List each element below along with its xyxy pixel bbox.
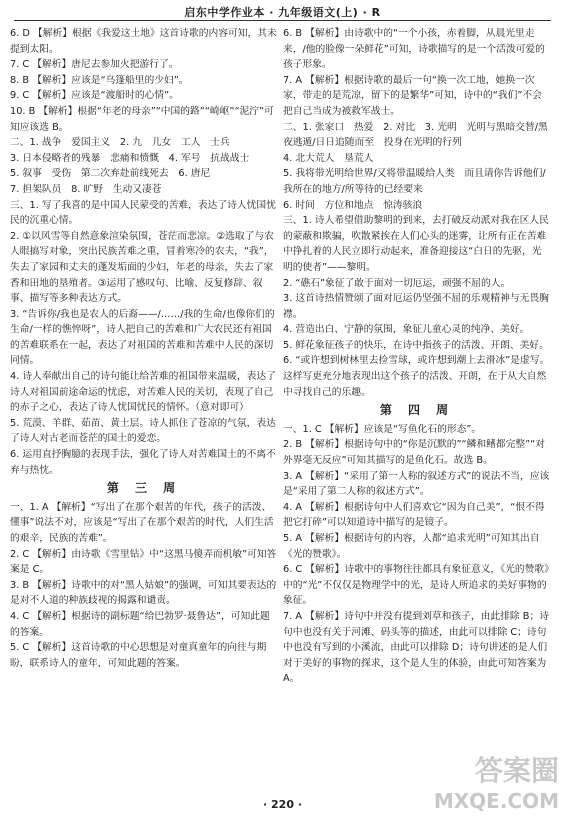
answer-item: 5. 鲜花象征孩子的快乐，在诗中指孩子的活泼、开朗、美好。 [283, 339, 549, 351]
answer-item: 7. A 【解析】根据诗歌的最后一句“换一次工地，她换一次家，带走的是荒凉，留下的是繁华”可知，诗中的“我们”不会把自己当成为被救军战士。 [283, 74, 542, 117]
answer-item: 三、1. 诗人希望借助黎明的到来，去打破反动派对我在区人民的蒙蔽和欺骗，吹散紧挨在人们心头的迷雾，让所有正在苦难中挣扎着的人民立即行动起来，准备迎接这“白日的先驱，光明的使者”——黎明。 [283, 215, 549, 273]
answer-item: 4. 诗人奉献出自己的诗句能让给苦难的祖国带来温暖，表达了诗人对祖国前途命运的忧虑，对苦难人民的关切，表现了自己的赤子之心，表达了诗人忧国忧民的情怀。（意对即可） [10, 371, 276, 414]
answer-item: 6. 时间 方位和地点 惊涛骇浪 [283, 199, 423, 211]
answer-item: 5. C 【解析】这首诗歌的中心思想是对童真童年的向往与期盼，联系诗人的童年，可知此题的答案。 [10, 642, 267, 669]
page-number: · 220 · [263, 798, 302, 811]
answer-item: 6. 运用直抒胸臆的表现手法，强化了诗人对苦难国土的不离不弃与热忱。 [10, 449, 276, 476]
answer-item: 7. C 【解析】唐尼去参加火把游行了。 [10, 59, 179, 71]
right-column [283, 26, 551, 687]
left-column [10, 26, 278, 671]
answer-item: 4. C 【解析】根据诗的副标题“给巴勃罗·聂鲁达”，可知此题的答案。 [10, 610, 270, 638]
answer-item: 3. “告诉你/我也是农人的后裔——/……/我的生命/也像你们的生命/一样的憔悴呀”，诗人把自己的苦难和广大农民还有祖国的苦难联系在一起，表达了对祖国的苦难和苦难中人民的深切同情。 [10, 308, 275, 367]
answer-item: 3. A 【解析】“采用了第一人称的叙述方式”的说法不当，应该是“采用了第二人称的叙述方式”。 [283, 470, 550, 498]
answer-item: 二、1. 张家口 热爱 2. 对比 3. 光明 光明与黑暗交替/黑夜逃遁/日日追随而至 投身在光明的行列 [283, 121, 548, 149]
answer-item: 6. B 【解析】由诗歌中的“一个小孩，赤着脚，从晨光里走来，/他的脸像一朵鲜花”可知，诗歌描写的是一个活泼可爱的孩子形象。 [283, 28, 545, 71]
header-title: 启东中学作业本 · 九年级语文(上) · R [184, 6, 381, 19]
answer-item: 9. C 【解析】应该是“渡船时的心情”。 [10, 90, 179, 102]
answer-item: 6. D 【解析】根据《我爱这土地》这首诗歌的内容可知，其未提到太阳。 [10, 28, 277, 55]
watermark-line-1: 答案圈 [474, 754, 559, 787]
answer-item: 5. 叙事 受伤 第二次弃赴前线死去 6. 唐尼 [10, 168, 211, 180]
answer-item: 一、1. A 【解析】“写出了在那个艰苦的年代，孩子的活泼、懂事”说法不对，应该是“写出了在那个艰苦的时代，人们生活的艰辛，民族的苦难”。 [10, 501, 274, 544]
answer-item: 8. B 【解析】应该是“乌篷船里的少妇”。 [10, 74, 189, 86]
answer-item: 6. “或许想到树林里去捡雪球，或许想到潮上去滑冰”是虚写。这样写更充分地表现出这个孩子的活泼、开朗，在于从大自然中寻找自己的乐趣。 [283, 355, 550, 398]
answer-item: 5. 荒漠、羊群、茹苗、黄土层。诗人抓住了苍凉的气氛，表达了诗人对古老而苍茫的国土的爱恋。 [10, 417, 276, 445]
answer-item: 2. “礁石”象征了敢于面对一切厄运，顽强不屈的人。 [283, 277, 511, 289]
watermark-line-2: MXQE.COM [433, 789, 559, 813]
running-header [0, 0, 565, 22]
answer-item: 二、1. 战争 爱国主义 2. 九 儿女 工人 士兵 [10, 137, 230, 149]
answer-item: 3. 日本侵略者的残暴 悲痛和愤慨 4. 军号 抗战战士 [10, 152, 250, 164]
answer-item: 5. A 【解析】根据诗句的内容，人都“追求光明”可知其出自《光的赞歌》。 [283, 533, 540, 560]
watermark-logo [409, 756, 559, 820]
week-heading: 第 四 周 [379, 403, 455, 418]
answer-item: 7. A 【解析】诗句中并没有提到刘草和孩子，由此排除 B；诗句中也没有关于河滩、码头等的描述，由此可以排除 C；诗句中也没有写到的小溪流，由此可以排除 D；诗句讲述的是人们对于美好的事物的探求，这个是人生的体验，由此可知答案为 A。 [283, 610, 549, 685]
answer-item: 2. C 【解析】由诗歌《雪里钻》中“这黑马傻弄而机敏”可知答案是 C。 [10, 548, 277, 576]
answer-item: 4. A 【解析】根据诗句中人们喜欢它“因为自己美”，“恨不得把它打碎”可以知道诗中描写的是镜子。 [283, 501, 545, 529]
answer-item: 3. B 【解析】诗歌中的对“黑人姑娘”的强调，可知其要表达的是对不人道的种族歧视的揭露和谴责。 [10, 579, 277, 607]
answer-item: 2. B 【解析】根据诗句中的“你是沉默的”“鳞和鳍都完整”“对外界毫无反应”可知其描写的是鱼化石。故选 B。 [283, 439, 545, 467]
answer-item: 三、1. 写了我喜的是中国人民蒙受的苦难，表达了诗人忧国忧民的沉重心情。 [10, 199, 276, 227]
answer-item: 10. B 【解析】根据“年老的母亲”“中国的路”“崎岖”“泥泞”可知应该选 B。 [10, 105, 274, 133]
answer-item: 4. 营造出白、宁静的氛围，象征儿童心灵的纯净、美好。 [283, 324, 530, 336]
answer-item: 6. C 【解析】诗歌中的事物往往都具有象征意义，《光的赞歌》中的“光”不仅仅是物理学中的光，是诗人所追求的美好事物的象征。 [283, 564, 550, 607]
answer-item: 4. 北大荒人 垦荒人 [283, 152, 374, 164]
answer-item: 3. 这首诗热情赞颂了面对厄运仍坚强不屈的乐观精神与无畏胸襟。 [283, 293, 549, 320]
answer-item: 一、1. C 【解析】应该是“写鱼化石的形态”。 [283, 423, 482, 435]
answer-item: 5. 我将带光明给世界/又将带温暖给人类 而且请你告诉他们/我所在的地方/所等待的已经要来 [283, 168, 546, 195]
week-heading: 第 三 周 [106, 481, 182, 496]
header-rule [14, 20, 551, 21]
answer-item: 2. ①以风雪等自然意象渲染氛围，苍茫而悲凉。②选取了与农人眼搞写对象，突出民族苦难之重，冒着寒冷的农夫，“我”，失去了家园和丈夫的蓬发垢面的少妇，年老的母亲，失去了家香和田地的垦殖者。③运用了感叹句、比喻、反复修辞、叙事、描写等多种表达方式。 [10, 230, 274, 305]
answer-item: 7. 担架队员 8. 旷野 生动又凄苍 [10, 183, 162, 195]
